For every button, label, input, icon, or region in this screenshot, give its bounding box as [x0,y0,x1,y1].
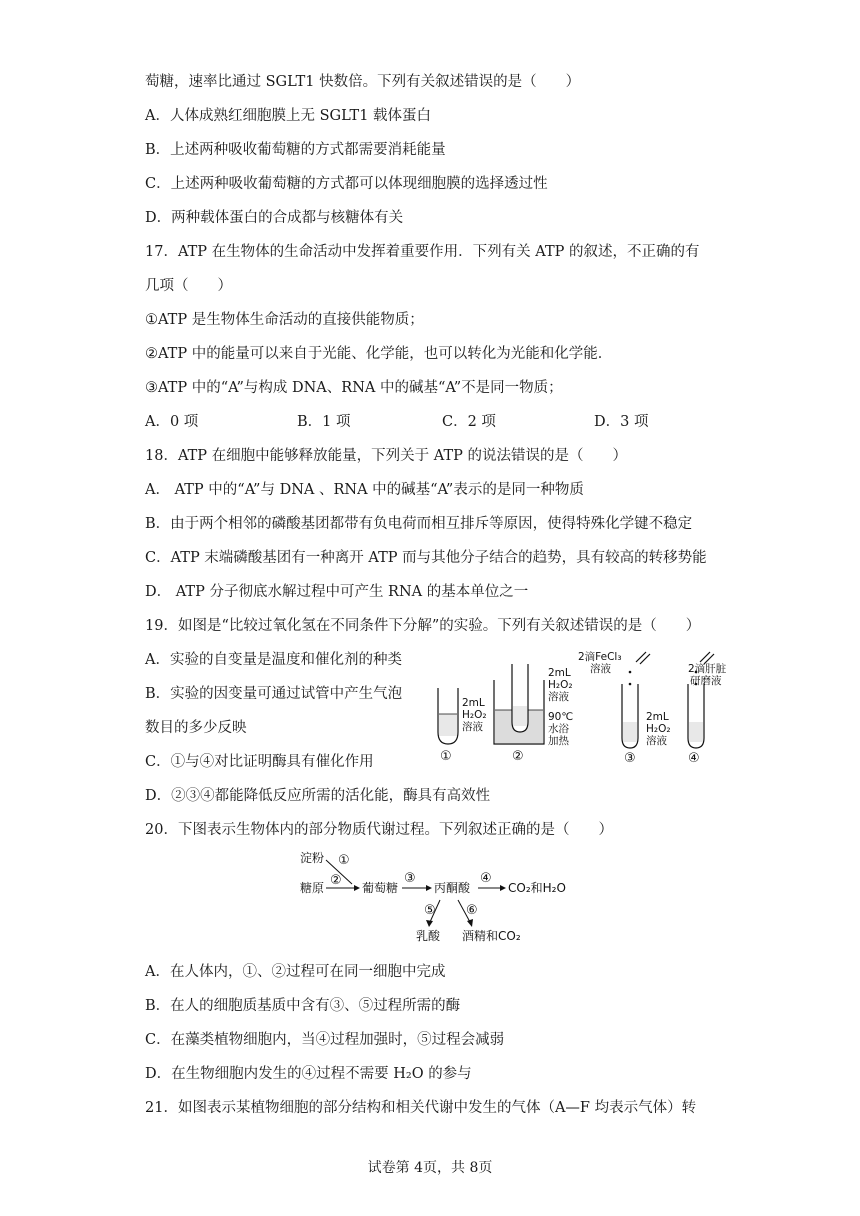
q16-option-c: C．上述两种吸收葡萄糖的方式都可以体现细胞膜的选择透过性 [145,176,548,192]
tube2-solution: 溶液 [548,691,569,703]
q20-option-a: A．在人体内，①、②过程可在同一细胞中完成 [145,964,446,980]
tube2-heating: 加热 [548,735,569,747]
q18-option-a: A． ATP 中的“A”与 DNA 、RNA 中的碱基“A”表示的是同一种物质 [145,482,584,498]
h2o2-experiment-figure [432,650,732,770]
q16-option-a: A．人体成熟红细胞膜上无 SGLT1 载体蛋白 [145,108,432,124]
q18-option-d: D． ATP 分子彻底水解过程中可产生 RNA 的基本单位之一 [145,584,529,600]
q20-option-b: B．在人的细胞质基质中含有③、⑤过程所需的酶 [145,998,461,1014]
glucose-label: 葡萄糖 [362,881,399,895]
q20-option-c: C．在藻类植物细胞内，当④过程加强时，⑤过程会减弱 [145,1032,505,1048]
tube1-number: ① [440,749,452,764]
q17-statement-1: ①ATP 是生物体生命活动的直接供能物质； [145,312,424,328]
q17-options [145,412,745,432]
q16-option-b: B．上述两种吸收葡萄糖的方式都需要消耗能量 [145,142,446,158]
tube2-chemical: H₂O₂ [548,679,573,691]
co2-h2o-label: CO₂和H₂O [508,881,566,895]
q20-stem: 20．下图表示生物体内的部分物质代谢过程。下列叙述正确的是（ ） [145,822,613,838]
q19-option-c: C．①与④对比证明酶具有催化作用 [145,754,374,770]
q17-statement-3: ③ATP 中的“A”与构成 DNA、RNA 中的碱基“A”不是同一物质； [145,380,563,396]
tube2-volume: 2mL [548,667,571,679]
q17-option-d: D．3 项 [594,414,649,430]
q19-stem: 19．如图是“比较过氧化氢在不同条件下分解”的实验。下列有关叙述错误的是（ ） [145,618,701,634]
test-tube-3 [578,650,671,766]
q17-stem: 17．ATP 在生物体的生命活动中发挥着重要作用．下列有关 ATP 的叙述，不正确的有 [145,244,700,260]
tube3-number: ③ [624,751,636,766]
glycogen-label: 糖原 [300,881,325,895]
step4-label: ④ [480,871,492,886]
tube3-volume: 2mL [646,711,669,723]
q19-option-a: A．实验的自变量是温度和催化剂的种类 [145,652,402,668]
q17-option-c: C．2 项 [442,414,496,430]
q18-option-b: B．由于两个相邻的磷酸基团都带有负电荷而相互排斥等原因，使得特殊化学键不稳定 [145,516,693,532]
test-tube-1 [438,688,487,764]
pyruvate-label: 丙酮酸 [434,881,471,895]
step5-label: ⑤ [424,903,436,918]
metabolism-pathway-figure [290,848,590,948]
q16-stem-tail: 萄糖，速率比通过 SGLT1 快数倍。下列有关叙述错误的是（ ） [145,74,581,90]
q21-stem: 21．如图表示某植物细胞的部分结构和相关代谢中发生的气体（A—F 均表示气体）转 [145,1100,697,1116]
alcohol-co2-label: 酒精和CO₂ [462,929,521,943]
step1-label: ① [338,853,350,868]
tube1-solution: 溶液 [462,721,483,733]
lactic-acid-label: 乳酸 [416,929,441,943]
q18-option-c: C．ATP 末端磷酸基团有一种离开 ATP 而与其他分子结合的趋势，具有较高的转移势能 [145,550,707,566]
step6-label: ⑥ [466,903,478,918]
starch-label: 淀粉 [300,851,325,865]
q16-option-d: D．两种载体蛋白的合成都与核糖体有关 [145,210,404,226]
step2-label: ② [330,873,342,888]
q20-option-d: D．在生物细胞内发生的④过程不需要 H₂O 的参与 [145,1066,472,1082]
q17-option-a: A．0 项 [145,414,199,430]
q18-stem: 18．ATP 在细胞中能够释放能量，下列关于 ATP 的说法错误的是（ ） [145,448,627,464]
tube3-chemical: H₂O₂ [646,723,671,735]
q19-option-b-cont: 数目的多少反映 [145,720,247,736]
tube4-drop-solution: 研磨液 [690,675,722,687]
test-tube-4 [688,652,727,766]
tube2-number: ② [512,749,524,764]
q17-option-b: B．1 项 [297,414,351,430]
test-tube-2-in-water-bath [494,664,573,764]
tube3-drop-solution: 溶液 [590,663,611,675]
page-footer: 试卷第 4页，共 8页 [367,1160,493,1176]
tube3-drop-reagent: 2滴FeCl₃ [578,651,622,663]
tube2-water-bath: 水浴 [548,723,569,735]
tube3-solution: 溶液 [646,735,667,747]
q19-option-d: D．②③④都能降低反应所需的活化能，酶具有高效性 [145,788,491,804]
tube1-volume: 2mL [462,697,485,709]
tube2-temperature: 90℃ [548,711,574,723]
q17-stem-cont: 几项（ ） [145,278,232,294]
tube4-number: ④ [688,751,700,766]
q19-option-b: B．实验的因变量可通过试管中产生气泡 [145,686,403,702]
tube4-drop-reagent: 2滴肝脏 [688,663,727,675]
step3-label: ③ [404,871,416,886]
tube1-chemical: H₂O₂ [462,709,487,721]
q17-statement-2: ②ATP 中的能量可以来自于光能、化学能，也可以转化为光能和化学能． [145,346,613,362]
